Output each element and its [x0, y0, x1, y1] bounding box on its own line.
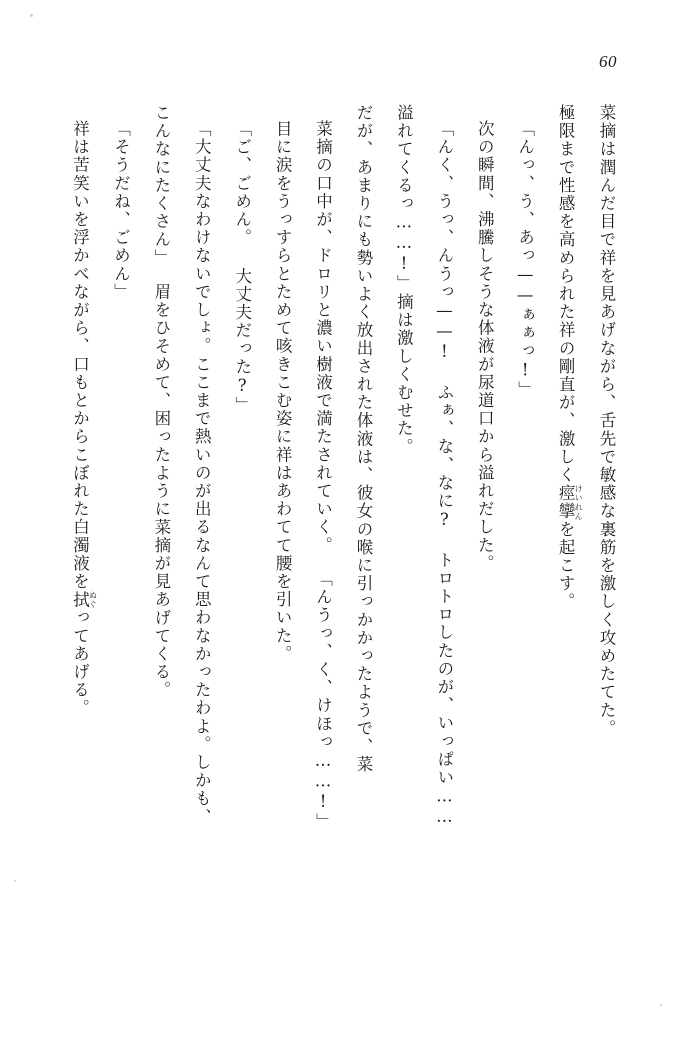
text-line: 溢れてくるっ……!」 [394, 104, 414, 293]
paper-speck [30, 14, 33, 17]
text-line: 「ご、ごめん。 大丈夫だった?」 [232, 120, 252, 415]
vertical-text-block [56, 104, 623, 864]
text-line: 極限まで性感を高められた祥の剛直が、激しく痙攣 けいれんを起こす。 [556, 104, 584, 611]
text-line: 「んく、うっ、んうっ——! ふぁ、な、なに? トロトロしたのが、いっぱい…… [434, 120, 454, 828]
text-line: 摘は激しくむせた。 [394, 292, 414, 456]
text-line: 目に涙をうっすらとためて咳きこむ姿に祥はあわてて腰を引いた。 [273, 120, 293, 663]
text-line: こんなにたくさん」 [151, 104, 171, 267]
text-line: 「そうだね、ごめん」 [111, 120, 131, 301]
text-line: 眉をひそめて、困ったように菜摘が見あげてくる。 [151, 282, 171, 700]
ruby-annotation: 拭 ぬぐ [70, 590, 98, 609]
paper-speck [660, 1004, 662, 1006]
text-line: 菜摘の口中が、ドロリと濃い樹液で満たされていく。 [313, 120, 333, 555]
text-line: 「んっ、う、あっ——ぁぁっ!」 [515, 120, 535, 399]
text-line: 祥は苦笑いを浮かべながら、口もとからこぼれた白濁液を拭 ぬぐってあげる。 [70, 120, 98, 718]
text-line: 菜摘は潤んだ目で祥を見あげながら、舌先で敏感な裏筋を激しく攻めたてた。 [597, 104, 616, 738]
text-line: 「大丈夫なわけないでしょ。ここまで熱いのが出るなんて思わなかったわよ。しかも、 [192, 120, 212, 826]
page-number: 60 [599, 52, 617, 71]
text-line: だが、あまりにも勢いよく放出された体液は、彼女の喉に引っかかったようで、菜 [353, 104, 373, 774]
text-line: 次の瞬間、沸騰しそうな体液が尿道口から溢れだした。 [475, 120, 495, 573]
paper-speck [14, 880, 16, 882]
text-line: 「んうっ、く、けほっ……!」 [313, 570, 333, 832]
ruby-annotation: 痙攣 けいれん [556, 484, 584, 521]
